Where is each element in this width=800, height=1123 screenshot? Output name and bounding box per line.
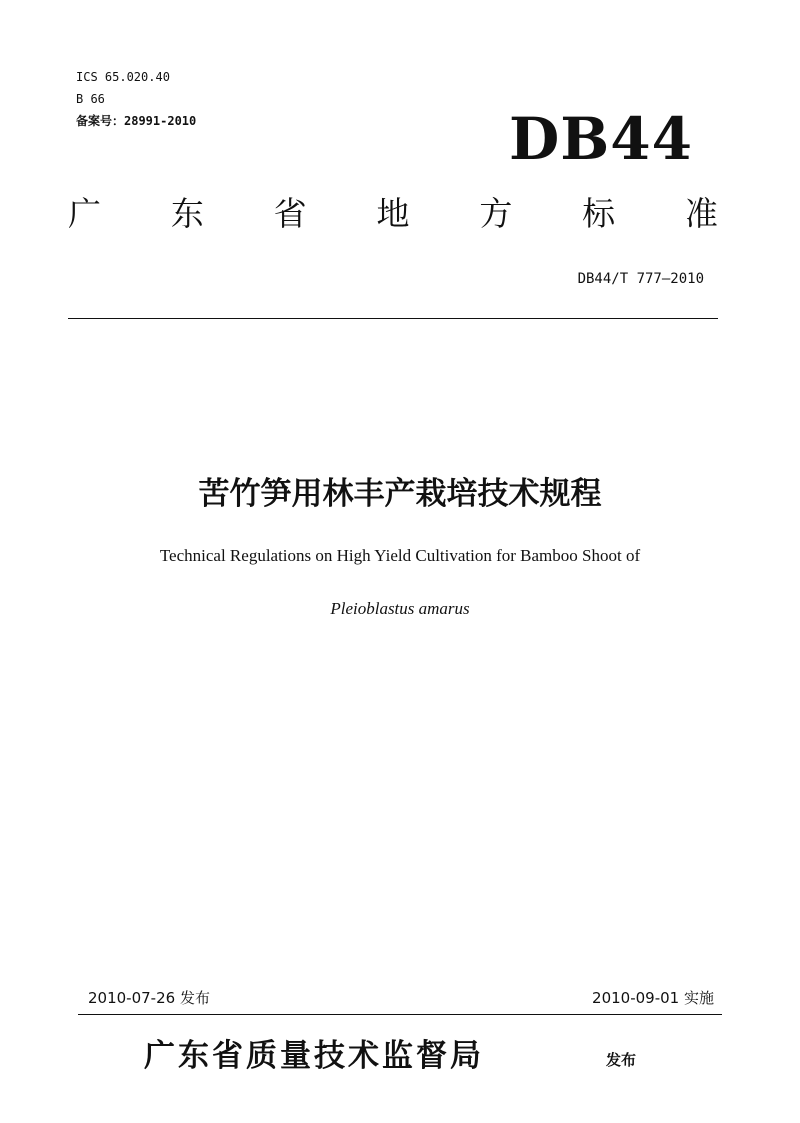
category-char: 方 <box>479 194 513 233</box>
ics-code: ICS 65.020.40 <box>76 70 170 84</box>
title-latin-name: Pleioblastus amarus <box>330 599 470 618</box>
issuer-suffix: 发布 <box>606 1051 637 1069</box>
title-chinese: 苦竹笋用林丰产栽培技术规程 <box>198 476 602 512</box>
category-char: 准 <box>684 194 718 233</box>
effective-date: 2010-09-01 实施 <box>592 989 714 1007</box>
category-char: 广 <box>68 194 101 233</box>
category-char: 地 <box>376 194 410 233</box>
category-char: 标 <box>582 194 616 233</box>
issue-date: 2010-07-26 发布 <box>88 989 210 1007</box>
category-char: 省 <box>273 194 307 233</box>
filing-number: 备案号：28991-2010 <box>76 114 197 128</box>
title-english: Technical Regulations on High Yield Cultivation for Bamboo Shoot of <box>159 546 641 565</box>
bottom-divider <box>78 1014 722 1015</box>
classification-code: B 66 <box>76 92 105 106</box>
document-number: DB44/T 777—2010 <box>577 271 704 287</box>
issuing-authority: 广东省质量技术监督局 <box>144 1038 484 1074</box>
top-divider <box>68 318 718 319</box>
standard-logo: DB44 <box>508 105 693 173</box>
category-char: 东 <box>170 194 204 233</box>
standard-category <box>68 192 718 236</box>
